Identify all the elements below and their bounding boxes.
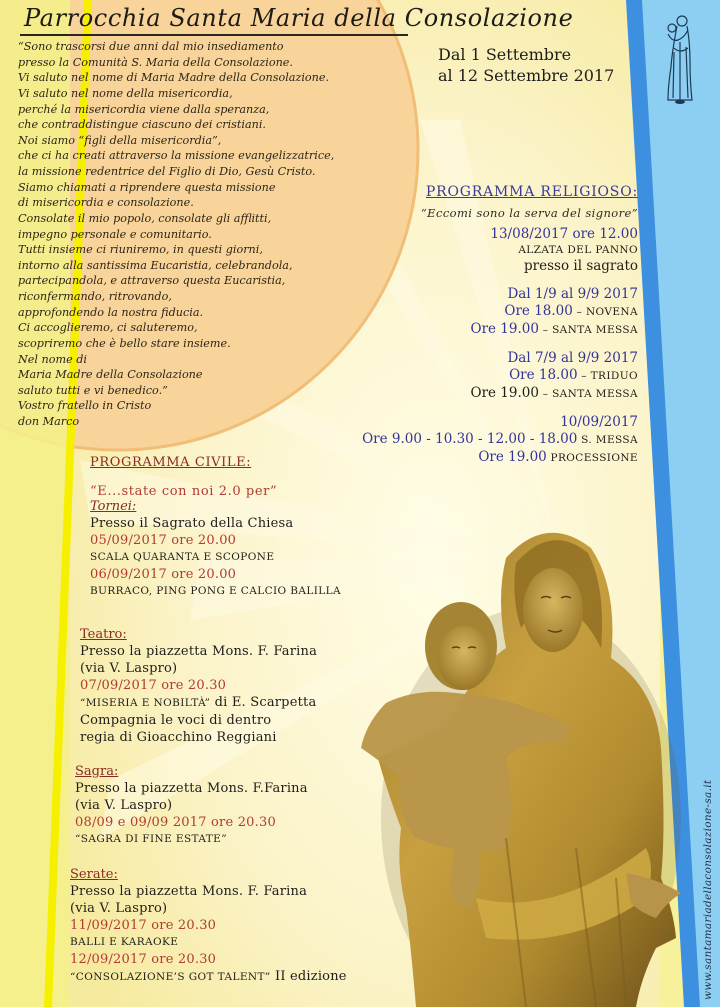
section-date: 08/09 e 09/09 2017 ore 20.30 bbox=[75, 815, 276, 830]
section-label: Teatro: bbox=[80, 627, 127, 642]
religious-event bbox=[362, 226, 638, 275]
dates-end: al 12 Settembre 2017 bbox=[438, 66, 615, 85]
madonna-and-child-icon bbox=[660, 12, 700, 107]
event-title: “CONSOLAZIONE’S GOT TALENT” bbox=[70, 971, 271, 983]
letter-line: Maria Madre della Consolazione bbox=[18, 368, 203, 382]
religious-quote: “Eccomi sono la serva del signore” bbox=[420, 206, 638, 220]
event-time: Ore 19.00 bbox=[478, 449, 547, 465]
show-director: regia di Gioacchino Reggiani bbox=[80, 730, 277, 745]
event-dates bbox=[438, 44, 614, 86]
section-street: (via V. Laspro) bbox=[70, 901, 168, 916]
letter-line: di misericordia e consolazione. bbox=[18, 196, 194, 210]
letter-line: intorno alla santissima Eucaristia, celebrandola, bbox=[18, 258, 293, 272]
letter-line: impegno personale e comunitario. bbox=[18, 227, 212, 241]
letter-signature: don Marco bbox=[18, 415, 80, 428]
event-time: Ore 18.00 bbox=[509, 367, 578, 383]
section-tornei bbox=[90, 499, 341, 600]
letter-line: la missione redentrice del Figlio di Dio, Gesù Cristo. bbox=[18, 165, 316, 178]
section-date: 05/09/2017 ore 20.00 bbox=[90, 533, 237, 548]
event-desc: S. MESSA bbox=[577, 434, 638, 446]
section-date: 07/09/2017 ore 20.30 bbox=[80, 678, 227, 693]
section-sagra bbox=[75, 764, 308, 848]
section-date: 06/09/2017 ore 20.00 bbox=[90, 567, 237, 582]
section-event: “SAGRA DI FINE ESTATE” bbox=[75, 833, 228, 845]
letter-line: partecipandola, e attraverso questa Eucaristia, bbox=[18, 274, 286, 288]
event-desc: PROCESSIONE bbox=[546, 452, 638, 464]
event-title: ALZATA DEL PANNO bbox=[518, 244, 638, 256]
event-desc: – NOVENA bbox=[572, 306, 638, 318]
section-place: Presso la piazzetta Mons. F.Farina bbox=[75, 781, 308, 796]
religious-program bbox=[362, 184, 638, 467]
event-desc: – SANTA MESSA bbox=[538, 388, 638, 400]
event-location: presso il sagrato bbox=[524, 258, 638, 274]
section-place: Presso il Sagrato della Chiesa bbox=[90, 516, 294, 531]
letter-line: Noi siamo “figli della misericordia”, bbox=[18, 133, 222, 147]
religious-heading: PROGRAMMA RELIGIOSO: bbox=[425, 184, 638, 200]
event-date: 13/08/2017 ore 12.00 bbox=[490, 226, 638, 242]
letter-line: saluto tutti e vi benedico.” bbox=[18, 383, 168, 397]
letter-line: riconfermando, ritrovando, bbox=[18, 290, 172, 303]
madonna-statue-image bbox=[356, 518, 686, 1007]
section-street: (via V. Laspro) bbox=[75, 798, 173, 813]
section-serate bbox=[70, 867, 347, 986]
religious-event bbox=[362, 414, 638, 467]
show-title: “MISERIA E NOBILTÀ” bbox=[80, 697, 211, 709]
letter-line: Nel nome di bbox=[18, 352, 88, 366]
section-label: Tornei: bbox=[90, 499, 137, 514]
letter-line: approfondendo la nostra fiducia. bbox=[18, 305, 204, 319]
letter-line: Vostro fratello in Cristo bbox=[18, 399, 152, 413]
event-time: Ore 9.00 - 10.30 - 12.00 - 18.00 bbox=[362, 431, 578, 447]
civil-program bbox=[90, 455, 341, 600]
event-date: Dal 1/9 al 9/9 2017 bbox=[507, 286, 638, 302]
section-teatro bbox=[80, 627, 317, 746]
letter-line: Ci accoglieremo, ci saluteremo, bbox=[18, 321, 198, 335]
letter-line: Siamo chiamati a riprendere questa missione bbox=[18, 180, 276, 194]
section-date: 12/09/2017 ore 20.30 bbox=[70, 952, 217, 967]
page-title: Parrocchia Santa Maria della Consolazione bbox=[24, 4, 574, 32]
letter-line: Vi saluto nel nome di Maria Madre della Consolazione. bbox=[18, 71, 330, 85]
letter-line: scopriremo che è bello stare insieme. bbox=[18, 336, 231, 350]
section-date: 11/09/2017 ore 20.30 bbox=[70, 918, 217, 933]
religious-event bbox=[362, 350, 638, 403]
letter-line: perché la misericordia viene dalla speranza, bbox=[18, 102, 270, 116]
event-time: Ore 19.00 bbox=[470, 385, 539, 401]
letter-line: che ci ha creati attraverso la missione evangelizzatrice, bbox=[18, 149, 335, 163]
civil-heading: PROGRAMMA CIVILE: bbox=[90, 455, 252, 470]
event-desc: – TRIDUO bbox=[577, 370, 638, 382]
show-author: di E. Scarpetta bbox=[210, 695, 317, 710]
pastor-letter bbox=[18, 39, 334, 430]
letter-line: Consolate il mio popolo, consolate gli afflitti, bbox=[18, 211, 272, 225]
civil-quote: “E...state con noi 2.0 per” bbox=[90, 484, 278, 499]
event-edition: II edizione bbox=[270, 969, 347, 984]
letter-line: Vi saluto nel nome della misericordia, bbox=[18, 86, 233, 100]
event-time: Ore 18.00 bbox=[504, 303, 573, 319]
title-underline bbox=[20, 34, 408, 36]
event-desc: – SANTA MESSA bbox=[538, 324, 638, 336]
section-street: (via V. Laspro) bbox=[80, 661, 178, 676]
section-event: BURRACO, PING PONG E CALCIO BALILLA bbox=[90, 585, 342, 597]
letter-line: Tutti insieme ci riuniremo, in questi giorni, bbox=[18, 243, 263, 257]
event-date: Dal 7/9 al 9/9 2017 bbox=[507, 350, 638, 366]
section-label: Serate: bbox=[70, 867, 118, 882]
religious-event bbox=[362, 286, 638, 339]
section-event: BALLI E KARAOKE bbox=[70, 936, 179, 948]
letter-line: che contraddistingue ciascuno dei cristiani. bbox=[18, 118, 266, 132]
event-time: Ore 19.00 bbox=[470, 321, 539, 337]
letter-line: presso la Comunità S. Maria della Consolazione. bbox=[18, 55, 293, 69]
section-place: Presso la piazzetta Mons. F. Farina bbox=[70, 884, 308, 899]
dates-start: Dal 1 Settembre bbox=[438, 45, 572, 64]
section-label: Sagra: bbox=[75, 764, 119, 779]
website-url: www.santamariadellaconsolazione-sa.it bbox=[702, 779, 714, 1000]
section-place: Presso la piazzetta Mons. F. Farina bbox=[80, 644, 318, 659]
event-date: 10/09/2017 bbox=[560, 414, 638, 430]
section-event: SCALA QUARANTA E SCOPONE bbox=[90, 551, 275, 563]
letter-line: “Sono trascorsi due anni dal mio insediamento bbox=[18, 40, 284, 53]
show-company: Compagnia le voci di dentro bbox=[80, 713, 272, 728]
